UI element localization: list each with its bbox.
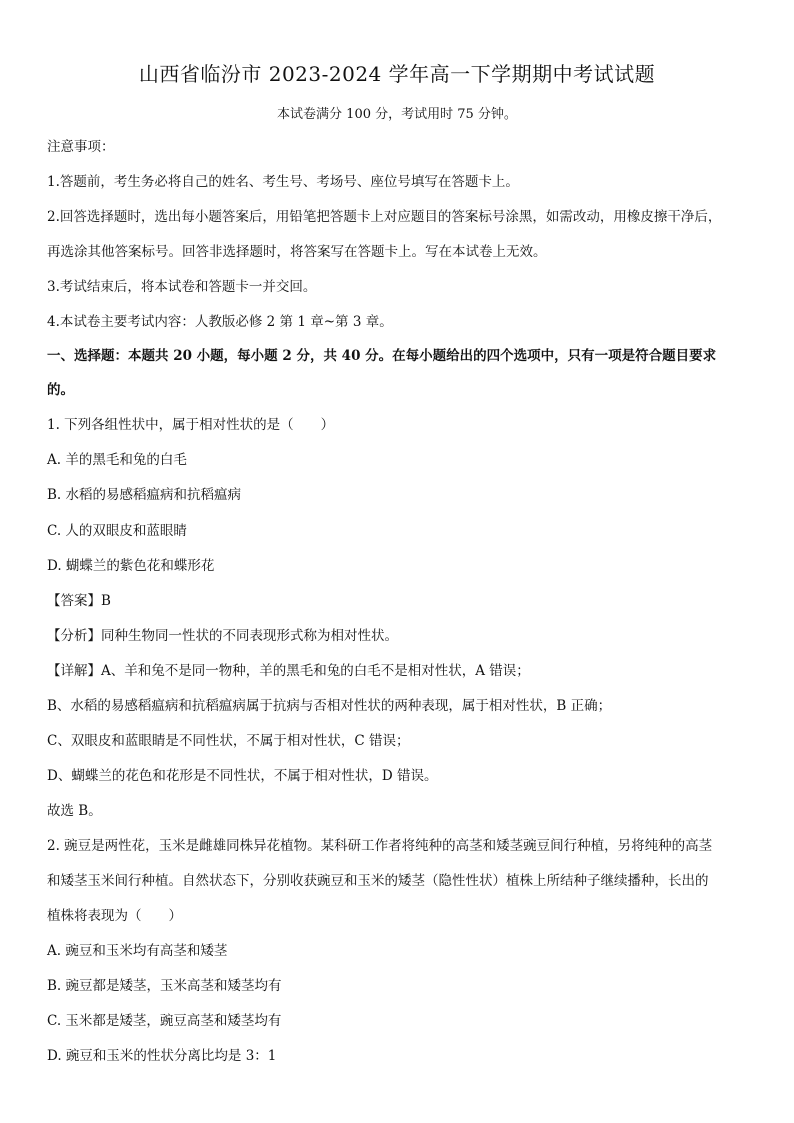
analysis-text: 【分析】同种生物同一性状的不同表现形式称为相对性状。 (47, 628, 398, 644)
question-stem: 和矮茎玉米间行种植。自然状态下，分别收获豌豆和玉米的矮茎（隐性性状）植株上所结种子继续播种，长出的 (47, 873, 709, 889)
note-item: 4.本试卷主要考试内容：人教版必修 2 第 1 章~第 3 章。 (47, 314, 393, 330)
note-item: 1.答题前，考生务必将自己的姓名、考生号、考场号、座位号填写在答题卡上。 (47, 174, 519, 190)
note-item: 再选涂其他答案标号。回答非选择题时，将答案写在答题卡上。写在本试卷上无效。 (47, 244, 547, 260)
page-title: 山西省临汾市 2023-2024 学年高一下学期期中考试试题 (138, 62, 656, 86)
note-item: 3.考试结束后，将本试卷和答题卡一并交回。 (47, 279, 317, 295)
question-option: A. 豌豆和玉米均有高茎和矮茎 (47, 943, 228, 959)
note-item: 2.回答选择题时，选出每小题答案后，用铅笔把答题卡上对应题目的答案标号涂黑，如需改动，用橡皮擦干净后， (47, 209, 722, 225)
question-option: B. 豌豆都是矮茎，玉米高茎和矮茎均有 (47, 978, 282, 994)
question-option: A. 羊的黑毛和兔的白毛 (47, 452, 187, 468)
section-heading-cont: 的。 (47, 382, 74, 398)
detail-text: 【详解】A、羊和兔不是同一物种，羊的黑毛和兔的白毛不是相对性状，A 错误； (47, 663, 530, 679)
answer-label: 【答案】B (47, 593, 111, 609)
question-option: B. 水稻的易感稻瘟病和抗稻瘟病 (47, 487, 242, 503)
question-option: C. 人的双眼皮和蓝眼睛 (47, 523, 187, 539)
question-option: D. 蝴蝶兰的紫色花和蝶形花 (47, 558, 215, 574)
question-option: D. 豌豆和玉米的性状分离比均是 3：1 (47, 1048, 277, 1064)
question-option: C. 玉米都是矮茎，豌豆高茎和矮茎均有 (47, 1013, 282, 1029)
conclusion-text: 故选 B。 (47, 803, 102, 819)
section-heading: 一、选择题：本题共 20 小题，每小题 2 分，共 40 分。在每小题给出的四个选项中，只有一项是符合题目要求 (47, 348, 717, 364)
detail-text: C、双眼皮和蓝眼睛是不同性状，不属于相对性状，C 错误； (47, 733, 410, 749)
detail-text: B、水稻的易感稻瘟病和抗稻瘟病属于抗病与否相对性状的两种表现，属于相对性状，B 正确； (47, 698, 612, 714)
question-stem: 1. 下列各组性状中，属于相对性状的是（ ） (47, 417, 335, 433)
exam-info: 本试卷满分 100 分，考试用时 75 分钟。 (277, 107, 517, 122)
detail-text: D、蝴蝶兰的花色和花形是不同性状，不属于相对性状，D 错误。 (47, 768, 438, 784)
notes-heading: 注意事项： (47, 139, 115, 155)
question-stem: 植株将表现为（ ） (47, 908, 182, 924)
question-stem: 2. 豌豆是两性花，玉米是雌雄同株异花植物。某科研工作者将纯种的高茎和矮茎豌豆间行种植，另将纯种的高茎 (47, 838, 713, 854)
